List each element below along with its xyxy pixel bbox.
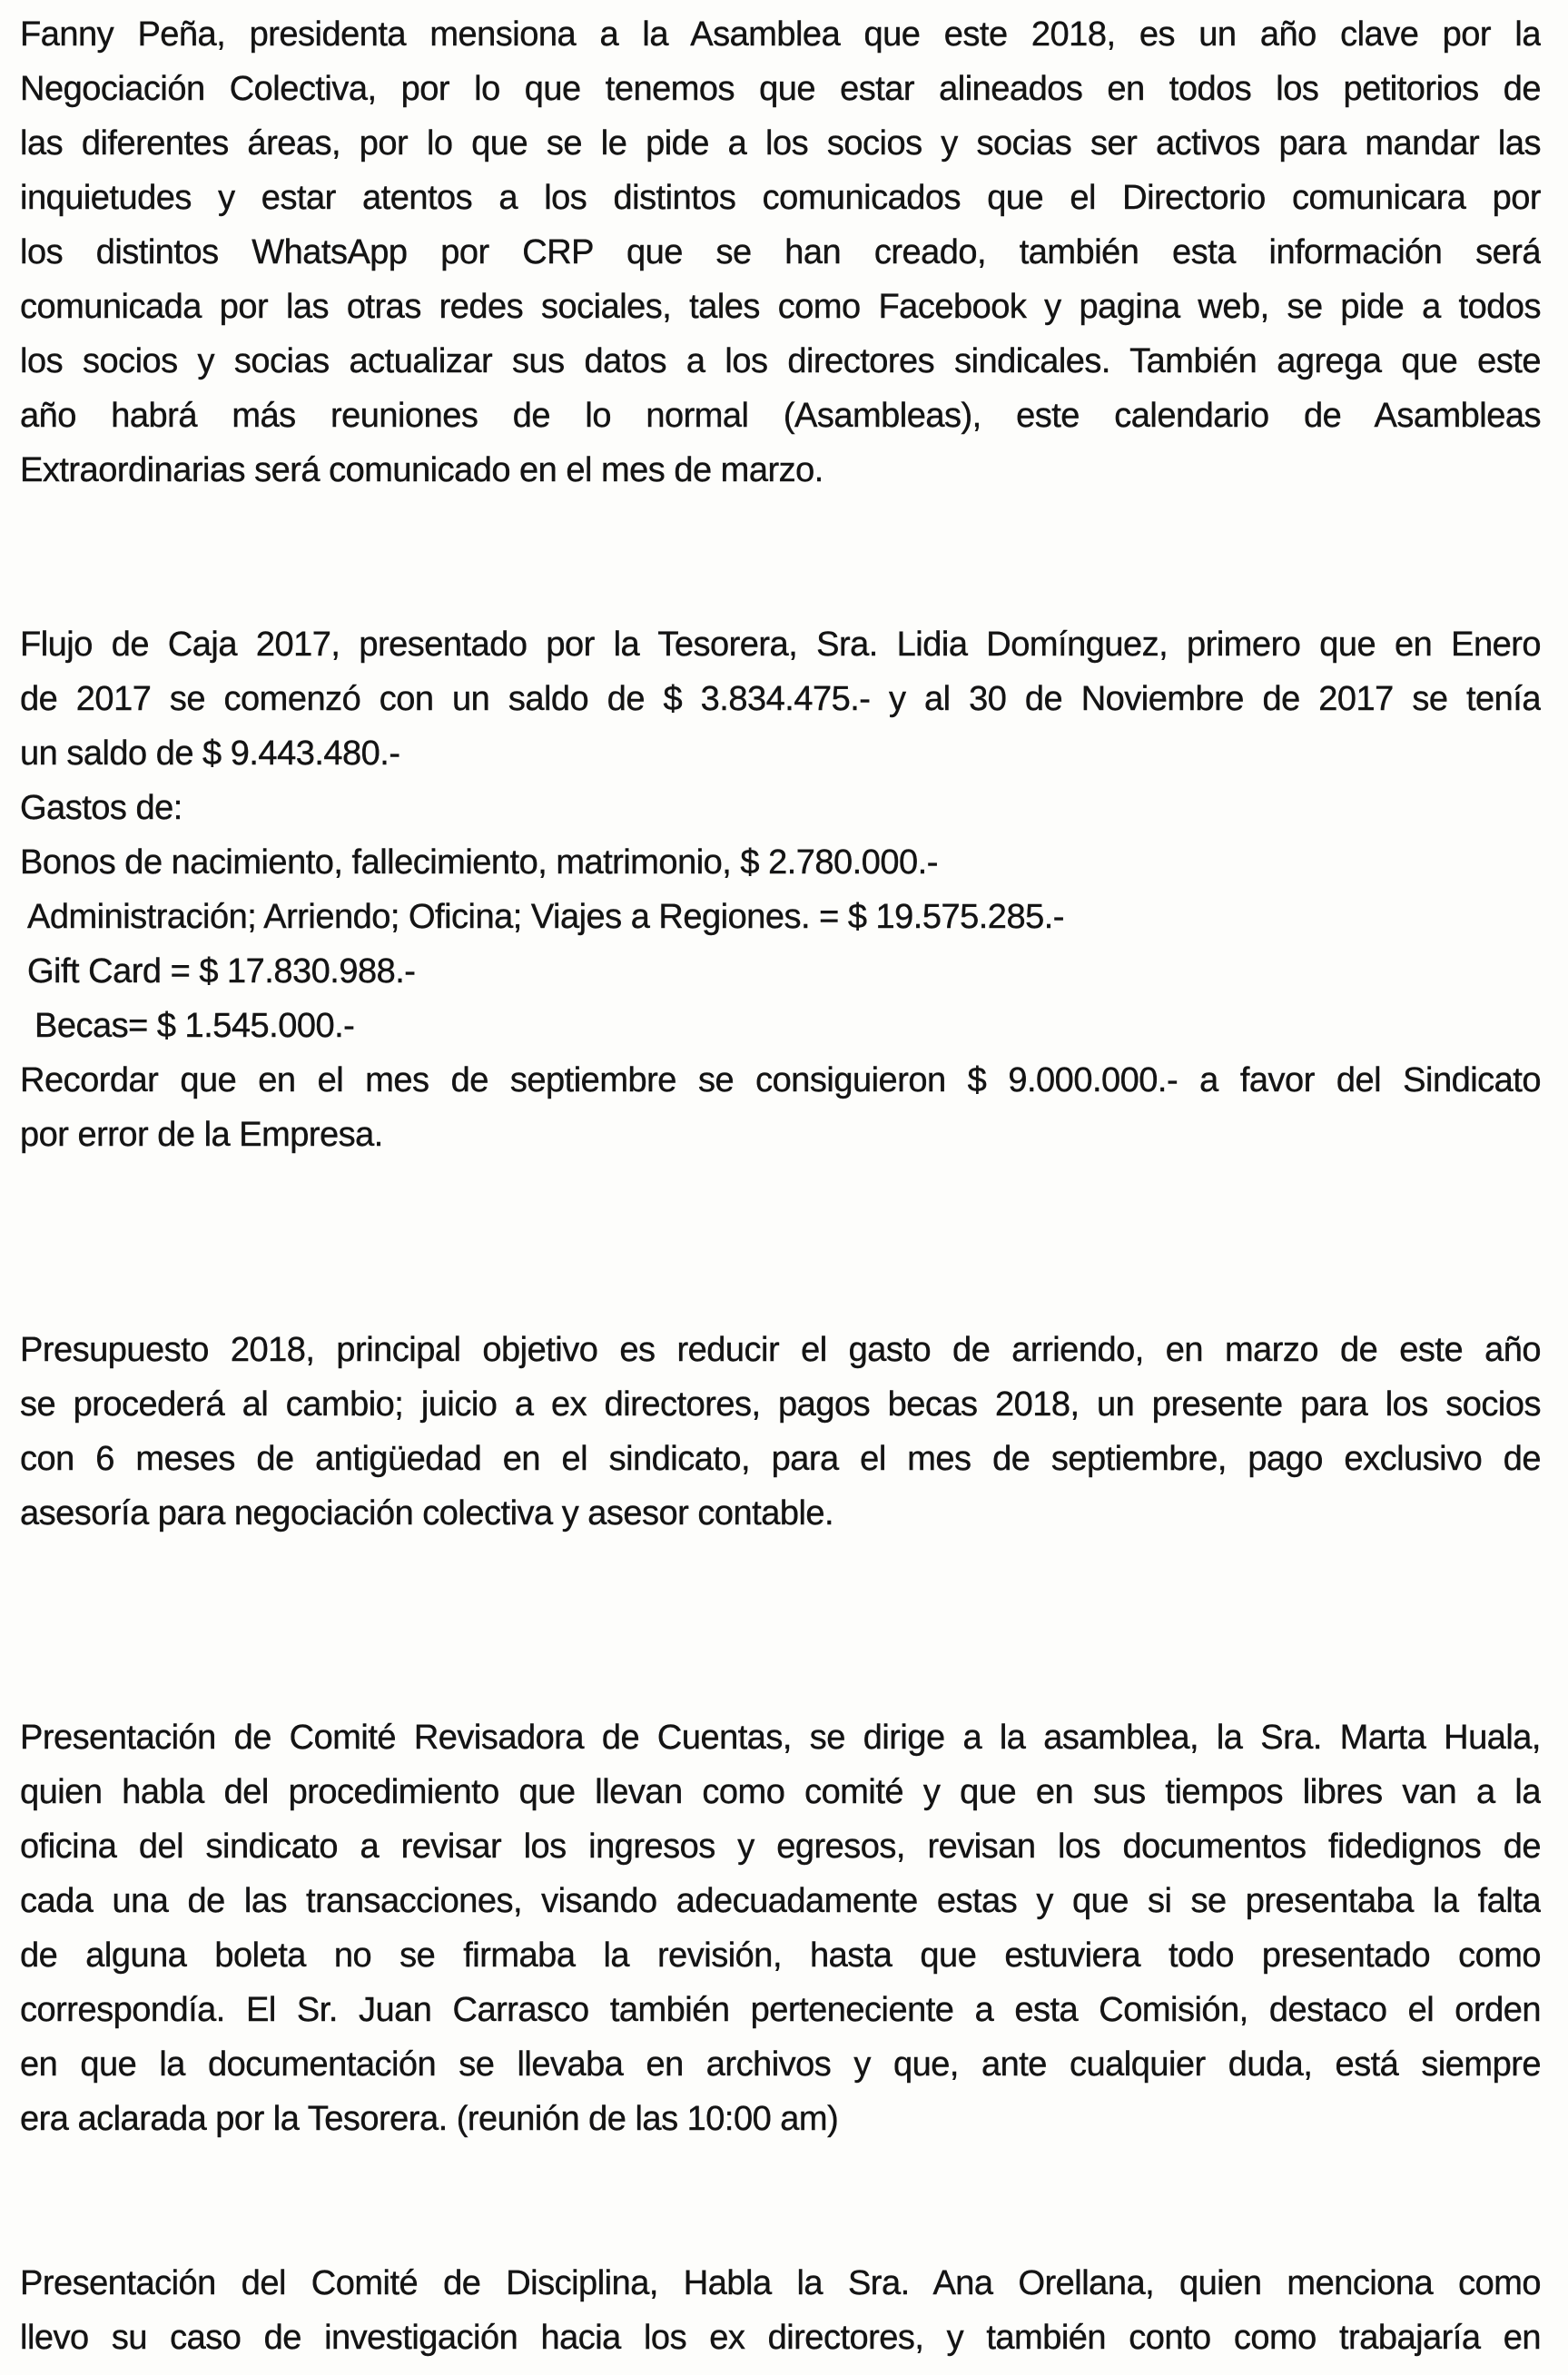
paragraph-comite-disciplina (20, 2256, 1541, 2365)
text-line: las diferentes áreas, por lo que se le pide a los socios y socias ser activos para mandar las (20, 124, 1541, 163)
text-line: se procederá al cambio; juicio a ex directores, pagos becas 2018, un presente para los socios (20, 1385, 1541, 1424)
text-line: era aclarada por la Tesorera. (reunión de las 10:00 am) (20, 2100, 839, 2138)
text-line: Bonos de nacimiento, fallecimiento, matrimonio, $ 2.780.000.- (20, 843, 938, 882)
text-line: de alguna boleta no se firmaba la revisión, hasta que estuviera todo presentado como (20, 1936, 1541, 1975)
text-line: Fanny Peña, presidenta mensiona a la Asamblea que este 2018, es un año clave por la (20, 15, 1541, 54)
paragraph-presupuesto-2018 (20, 1323, 1541, 1541)
text-line: Recordar que en el mes de septiembre se consiguieron $ 9.000.000.- a favor del Sindicato (20, 1061, 1541, 1099)
paragraph-presidenta-asamblea (20, 7, 1541, 498)
text-line: Negociación Colectiva, por lo que tenemos que estar alineados en todos los petitorios de (20, 70, 1541, 108)
text-line: Gift Card = $ 17.830.988.- (27, 952, 416, 990)
text-line: Flujo de Caja 2017, presentado por la Tesorera, Sra. Lidia Domínguez, primero que en Enero (20, 626, 1541, 664)
text-line: con 6 meses de antigüedad en el sindicato, para el mes de septiembre, pago exclusivo de (20, 1440, 1541, 1478)
text-line: Presentación del Comité de Disciplina, Habla la Sra. Ana Orellana, quien menciona como (20, 2264, 1541, 2302)
text-line: un saldo de $ 9.443.480.- (20, 734, 400, 773)
text-line: Gastos de: (20, 789, 182, 827)
text-line: cada una de las transacciones, visando adecuadamente estas y que si se presentaba la falta (20, 1882, 1541, 1920)
text-line: Becas= $ 1.545.000.- (35, 1007, 355, 1045)
text-line: inquietudes y estar atentos a los distintos comunicados que el Directorio comunicara por (20, 179, 1541, 217)
text-line: correspondía. El Sr. Juan Carrasco también perteneciente a esta Comisión, destaco el orden (20, 1991, 1541, 2029)
paragraph-flujo-de-caja-2017 (20, 617, 1541, 1162)
text-line: los socios y socias actualizar sus datos a los directores sindicales. También agrega que este (20, 342, 1541, 380)
paragraph-comite-revisadora-cuentas (20, 1710, 1541, 2146)
text-line: quien habla del procedimiento que llevan como comité y que en sus tiempos libres van a la (20, 1773, 1541, 1811)
text-line: asesoría para negociación colectiva y asesor contable. (20, 1494, 834, 1532)
text-line: comunicada por las otras redes sociales, tales como Facebook y pagina web, se pide a todos (20, 288, 1541, 326)
text-line: llevo su caso de investigación hacia los ex directores, y también conto como trabajaría en (20, 2319, 1541, 2357)
text-line: Presentación de Comité Revisadora de Cuentas, se dirige a la asamblea, la Sra. Marta Huala, (20, 1719, 1541, 1757)
text-line: año habrá más reuniones de lo normal (Asambleas), este calendario de Asambleas (20, 397, 1541, 435)
text-line: Extraordinarias será comunicado en el mes de marzo. (20, 451, 823, 489)
text-line: oficina del sindicato a revisar los ingresos y egresos, revisan los documentos fidedignos de (20, 1828, 1541, 1866)
text-line: en que la documentación se llevaba en archivos y que, ante cualquier duda, está siempre (20, 2045, 1541, 2084)
text-line: Presupuesto 2018, principal objetivo es reducir el gasto de arriendo, en marzo de este año (20, 1331, 1541, 1369)
text-line: de 2017 se comenzó con un saldo de $ 3.834.475.- y al 30 de Noviembre de 2017 se tenía (20, 680, 1541, 718)
text-line: los distintos WhatsApp por CRP que se han creado, también esta información será (20, 233, 1541, 271)
text-line: Administración; Arriendo; Oficina; Viajes a Regiones. = $ 19.575.285.- (27, 898, 1064, 936)
text-line: por error de la Empresa. (20, 1116, 383, 1154)
